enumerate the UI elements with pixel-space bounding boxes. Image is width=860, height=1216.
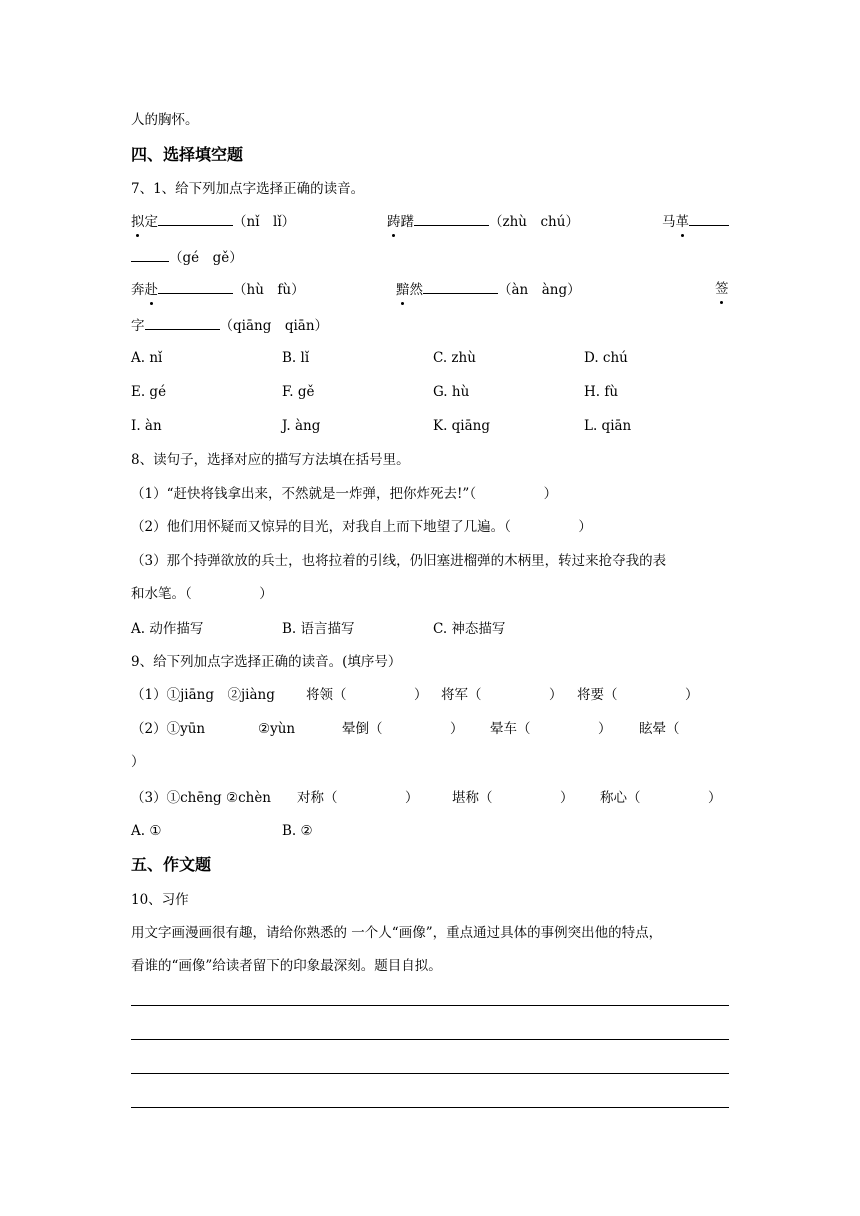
q7-pinyin-4: （hù fù） [233,282,305,298]
q7-item-3-cont [131,248,243,267]
q9-option[interactable]: A. ① [131,823,162,839]
q7-word-5-rest: 然 [409,282,423,298]
writing-line[interactable] [131,1073,729,1074]
q8-sentence-2: （2）他们用怀疑而又惊异的目光，对我自上而下地望了几遍。（ ） [131,519,592,535]
answer-blank[interactable] [131,248,169,262]
q7-option[interactable]: E. gé [131,384,167,400]
q9-group-3-a: 对称（ ） [297,790,419,806]
q9-group-1-c: 将要（ ） [577,687,699,703]
q8-option[interactable]: C. 神态描写 [433,621,506,637]
q7-item-6-cont [131,316,328,335]
section-heading-4: 四、选择填空题 [131,145,244,164]
q8-option[interactable]: A. 动作描写 [131,621,204,637]
q10-prompt-line-1: 用文字画漫画很有趣，请给你熟悉的 一个人“画像”，重点通过具体的事例突出他的特点， [131,925,663,941]
q7-word-2-dotted: 踌 [387,214,401,230]
q7-word-4-rest: 奔 [131,282,145,298]
q7-word-3-rest: 马 [662,214,676,230]
answer-blank[interactable] [145,316,220,330]
q9-group-2-label: （2）①yūn [131,721,206,737]
q7-option[interactable]: J. àng [282,418,321,434]
q7-stem: 7、1、给下列加点字选择正确的读音。 [131,181,365,197]
q7-word-1-dotted: 拟 [131,214,145,230]
q9-group-1-b: 将军（ ） [441,687,563,703]
q9-group-2-label-2: ②yùn [258,721,296,737]
q8-sentence-3: （3）那个持弹欲放的兵士，也将拉着的引线，仍旧塞进榴弹的木柄里，转过来抢夺我的表 [131,553,667,569]
q7-pinyin-3: （gé gě） [169,250,243,266]
q9-group-3-c: 称心（ ） [600,790,722,806]
q7-item-6 [715,280,729,298]
answer-blank[interactable] [414,212,489,226]
writing-line[interactable] [131,1107,729,1108]
q7-item-3 [662,212,729,231]
q7-word-3-dotted: 革 [675,214,689,230]
q8-sentence-3-cont: 和水笔。（ ） [131,586,273,602]
writing-line[interactable] [131,1039,729,1040]
q9-stem: 9、给下列加点字选择正确的读音。(填序号） [131,654,402,670]
q7-word-6-rest: 字 [131,318,145,334]
writing-line[interactable] [131,1005,729,1006]
answer-blank[interactable] [423,280,498,294]
q7-option[interactable]: G. hù [433,384,470,400]
q7-word-4-dotted: 赴 [144,282,158,298]
q7-word-2-rest: 躇 [400,214,414,230]
q9-option[interactable]: B. ② [282,823,313,839]
q7-item-4 [131,280,305,299]
q7-option[interactable]: B. lǐ [282,350,310,366]
q7-pinyin-1: （nǐ lǐ） [233,214,296,230]
q9-group-2-c: 眩晕（ [639,721,680,737]
q7-word-1-rest: 定 [144,214,158,230]
q9-group-2-a: 晕倒（ ） [342,721,464,737]
q7-pinyin-5: （àn àng） [498,282,581,298]
answer-blank[interactable] [158,280,233,294]
q7-option[interactable]: H. fù [584,384,619,400]
section-heading-5: 五、作文题 [131,855,212,874]
q7-pinyin-2: （zhù chú） [489,214,579,230]
q9-group-3-label: （3）①chēng ②chèn [131,790,272,806]
q8-stem: 8、读句子，选择对应的描写方法填在括号里。 [131,452,410,468]
answer-blank[interactable] [689,212,729,226]
q7-option[interactable]: C. zhù [433,350,476,366]
q9-group-2-c-close: ） [131,754,145,770]
q8-option[interactable]: B. 语言描写 [282,621,355,637]
q7-option[interactable]: I. àn [131,418,162,434]
q7-pinyin-6: （qiāng qiān） [219,318,329,334]
q10-prompt-line-2: 看谁的“画像”给读者留下的印象最深刻。题目自拟。 [131,958,442,974]
q7-option[interactable]: A. nǐ [131,350,163,366]
q9-group-3-b: 堪称（ ） [452,790,574,806]
q7-word-5-dotted: 黯 [396,282,410,298]
q7-option[interactable]: L. qiān [584,418,632,434]
q9-group-2-b: 晕车（ ） [490,721,612,737]
q7-item-1 [131,212,295,231]
q7-item-5 [396,280,581,299]
q9-group-1-a: 将领（ ） [306,687,428,703]
q7-word-6-dotted: 签 [715,281,729,297]
continuation-text: 人的胸怀。 [131,112,199,128]
q7-option[interactable]: F. gě [282,384,315,400]
q7-item-2 [387,212,579,231]
q10-stem: 10、习作 [131,892,189,908]
q8-sentence-1: （1）“赶快将钱拿出来，不然就是一炸弹，把你炸死去!”（ ） [131,486,558,502]
q7-option[interactable]: K. qiāng [433,418,491,434]
q7-option[interactable]: D. chú [584,350,628,366]
answer-blank[interactable] [158,212,233,226]
q9-group-1-label: （1）①jiāng ②jiàng [131,687,275,703]
